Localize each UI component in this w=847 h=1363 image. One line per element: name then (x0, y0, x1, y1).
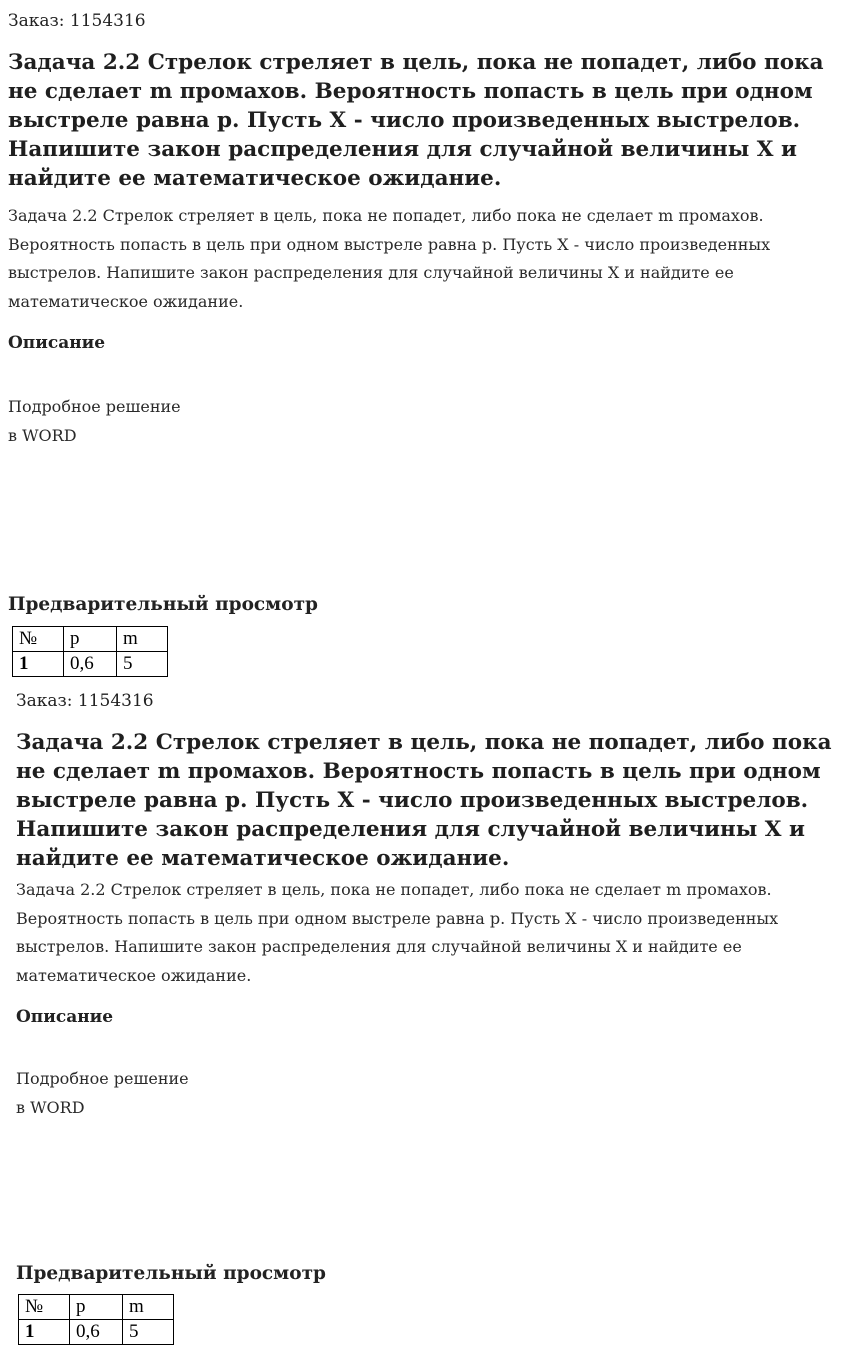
table-cell: 1 (19, 1320, 70, 1345)
preview-heading: Предварительный просмотр (16, 1263, 326, 1284)
description-line-1: Подробное решение (16, 1069, 189, 1088)
table-cell: 1 (13, 652, 64, 677)
table-header-row (13, 627, 168, 652)
description-heading: Описание (8, 333, 106, 353)
table-header-cell: m (117, 627, 168, 652)
order-number: Заказ: 1154316 (16, 691, 154, 711)
table-row (19, 1320, 174, 1345)
table-header-cell: p (70, 1295, 123, 1320)
table-cell: 0,6 (64, 652, 117, 677)
table-cell: 0,6 (70, 1320, 123, 1345)
table-header-cell: p (64, 627, 117, 652)
description-heading: Описание (16, 1007, 114, 1027)
order-number: Заказ: 1154316 (8, 11, 146, 31)
table-header-cell: m (123, 1295, 174, 1320)
description-text (8, 392, 408, 450)
table-cell: 5 (117, 652, 168, 677)
task-text: Задача 2.2 Стрелок стреляет в цель, пока не попадет, либо пока не сделает m промахов. Вероятность попасть в цель при одном выстреле равна p. Пусть X - число произведенных выстрелов. Напишите закон распределения для случайной величины X и найдите ее математическое ожидание. (16, 880, 779, 985)
preview-table (12, 626, 168, 677)
table-row (13, 652, 168, 677)
task-title: Задача 2.2 Стрелок стреляет в цель, пока не попадет, либо пока не сделает m промахов. Вероятность попасть в цель при одном выстреле равна p. Пусть X - число произведенных выстрелов. Напишите закон распределения для случайной величины X и найдите ее математическое ожидание. (16, 730, 832, 871)
table-cell: 5 (123, 1320, 174, 1345)
description-line-2: в WORD (16, 1098, 85, 1117)
table-header-cell: № (19, 1295, 70, 1320)
description-line-1: Подробное решение (8, 397, 181, 416)
table-header-cell: № (13, 627, 64, 652)
preview-table (18, 1294, 174, 1345)
description-line-2: в WORD (8, 426, 77, 445)
preview-heading: Предварительный просмотр (8, 594, 318, 615)
description-text (16, 1064, 416, 1122)
task-text: Задача 2.2 Стрелок стреляет в цель, пока не попадет, либо пока не сделает m промахов. Вероятность попасть в цель при одном выстреле равна p. Пусть X - число произведенных выстрелов. Напишите закон распределения для случайной величины X и найдите ее математическое ожидание. (8, 206, 771, 311)
task-title: Задача 2.2 Стрелок стреляет в цель, пока не попадет, либо пока не сделает m промахов. Вероятность попасть в цель при одном выстреле равна p. Пусть X - число произведенных выстрелов. Напишите закон распределения для случайной величины X и найдите ее математическое ожидание. (8, 50, 824, 191)
table-header-row (19, 1295, 174, 1320)
